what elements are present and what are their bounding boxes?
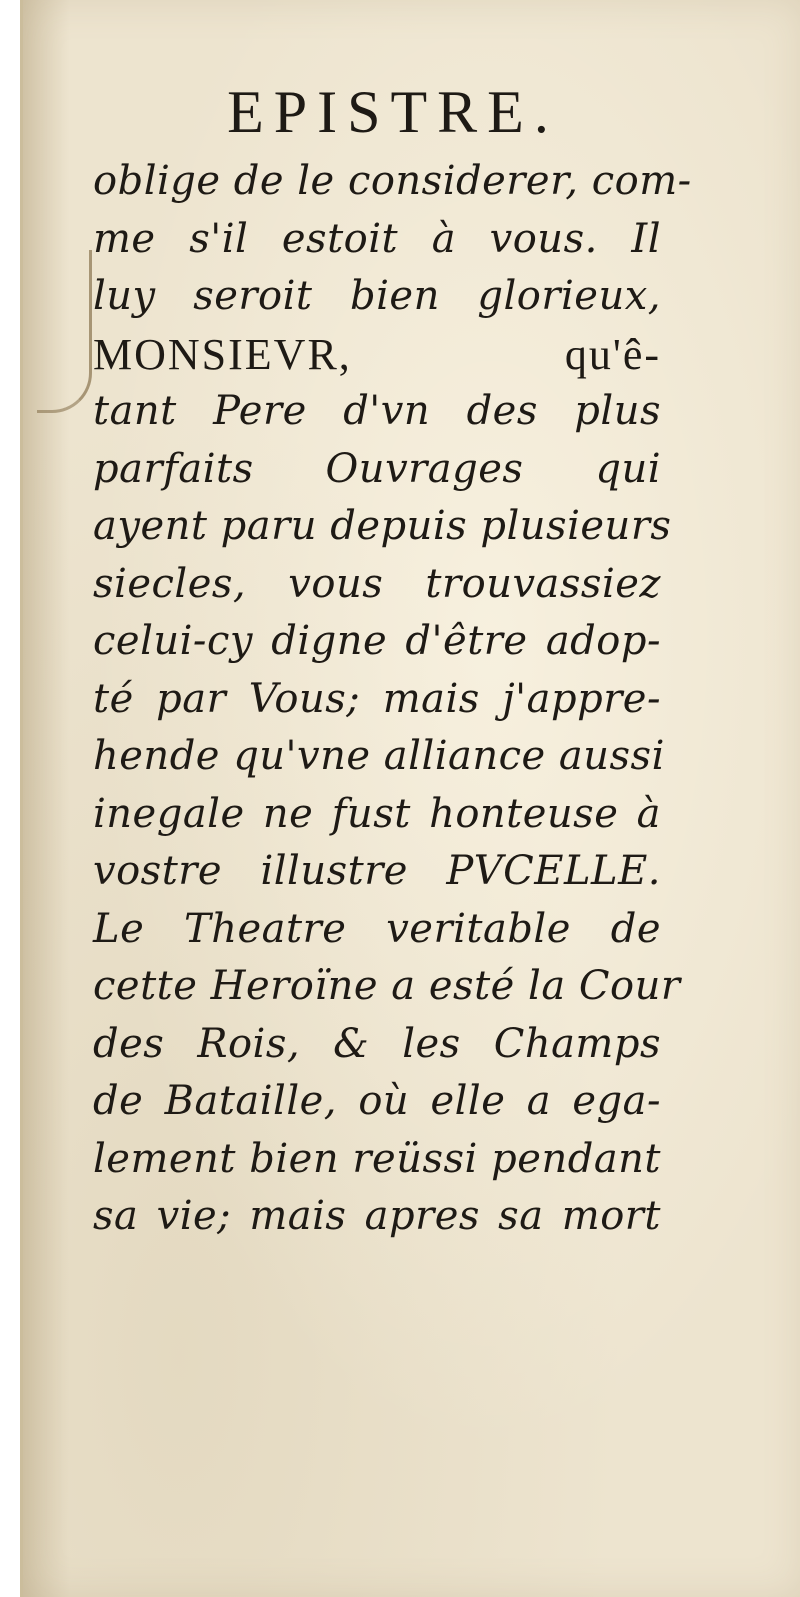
text-line: siecles, vous trouvassiez (93, 560, 661, 607)
body-text (93, 153, 692, 1246)
text-line: MONSIEVR, qu'ê- (93, 329, 661, 379)
text-line: ayent paru depuis plusieurs (93, 503, 672, 549)
text-line: lement bien reüssi pendant (93, 1135, 661, 1182)
text-line: hende qu'vne alliance aussi (93, 733, 665, 779)
text-line: parfaits Ouvrages qui (93, 445, 661, 492)
book-page (20, 0, 800, 1597)
text-line: sa vie; mais apres sa mort (93, 1193, 661, 1239)
text-line: luy seroit bien glorieux, (93, 273, 661, 319)
text-line: me s'il estoit à vous. Il (93, 215, 661, 262)
text-line: celui-cy digne d'être adop- (93, 618, 661, 664)
text-line: oblige de le considerer, com- (93, 158, 692, 204)
text-line: cette Heroïne a esté la Cour (93, 963, 681, 1009)
text-line: té par Vous; mais j'appre- (93, 675, 661, 722)
running-head: EPISTRE. (227, 79, 559, 145)
text-line: tant Pere d'vn des plus (93, 388, 661, 434)
binding-thread (37, 250, 92, 413)
text-line: vostre illustre PVCELLE. (93, 848, 661, 894)
text-line: inegale ne fust honteuse à (93, 790, 661, 837)
text-line: Le Theatre veritable de (93, 905, 661, 952)
text-line: de Bataille, où elle a ega- (93, 1078, 661, 1124)
text-line: des Rois, & les Champs (93, 1020, 661, 1067)
